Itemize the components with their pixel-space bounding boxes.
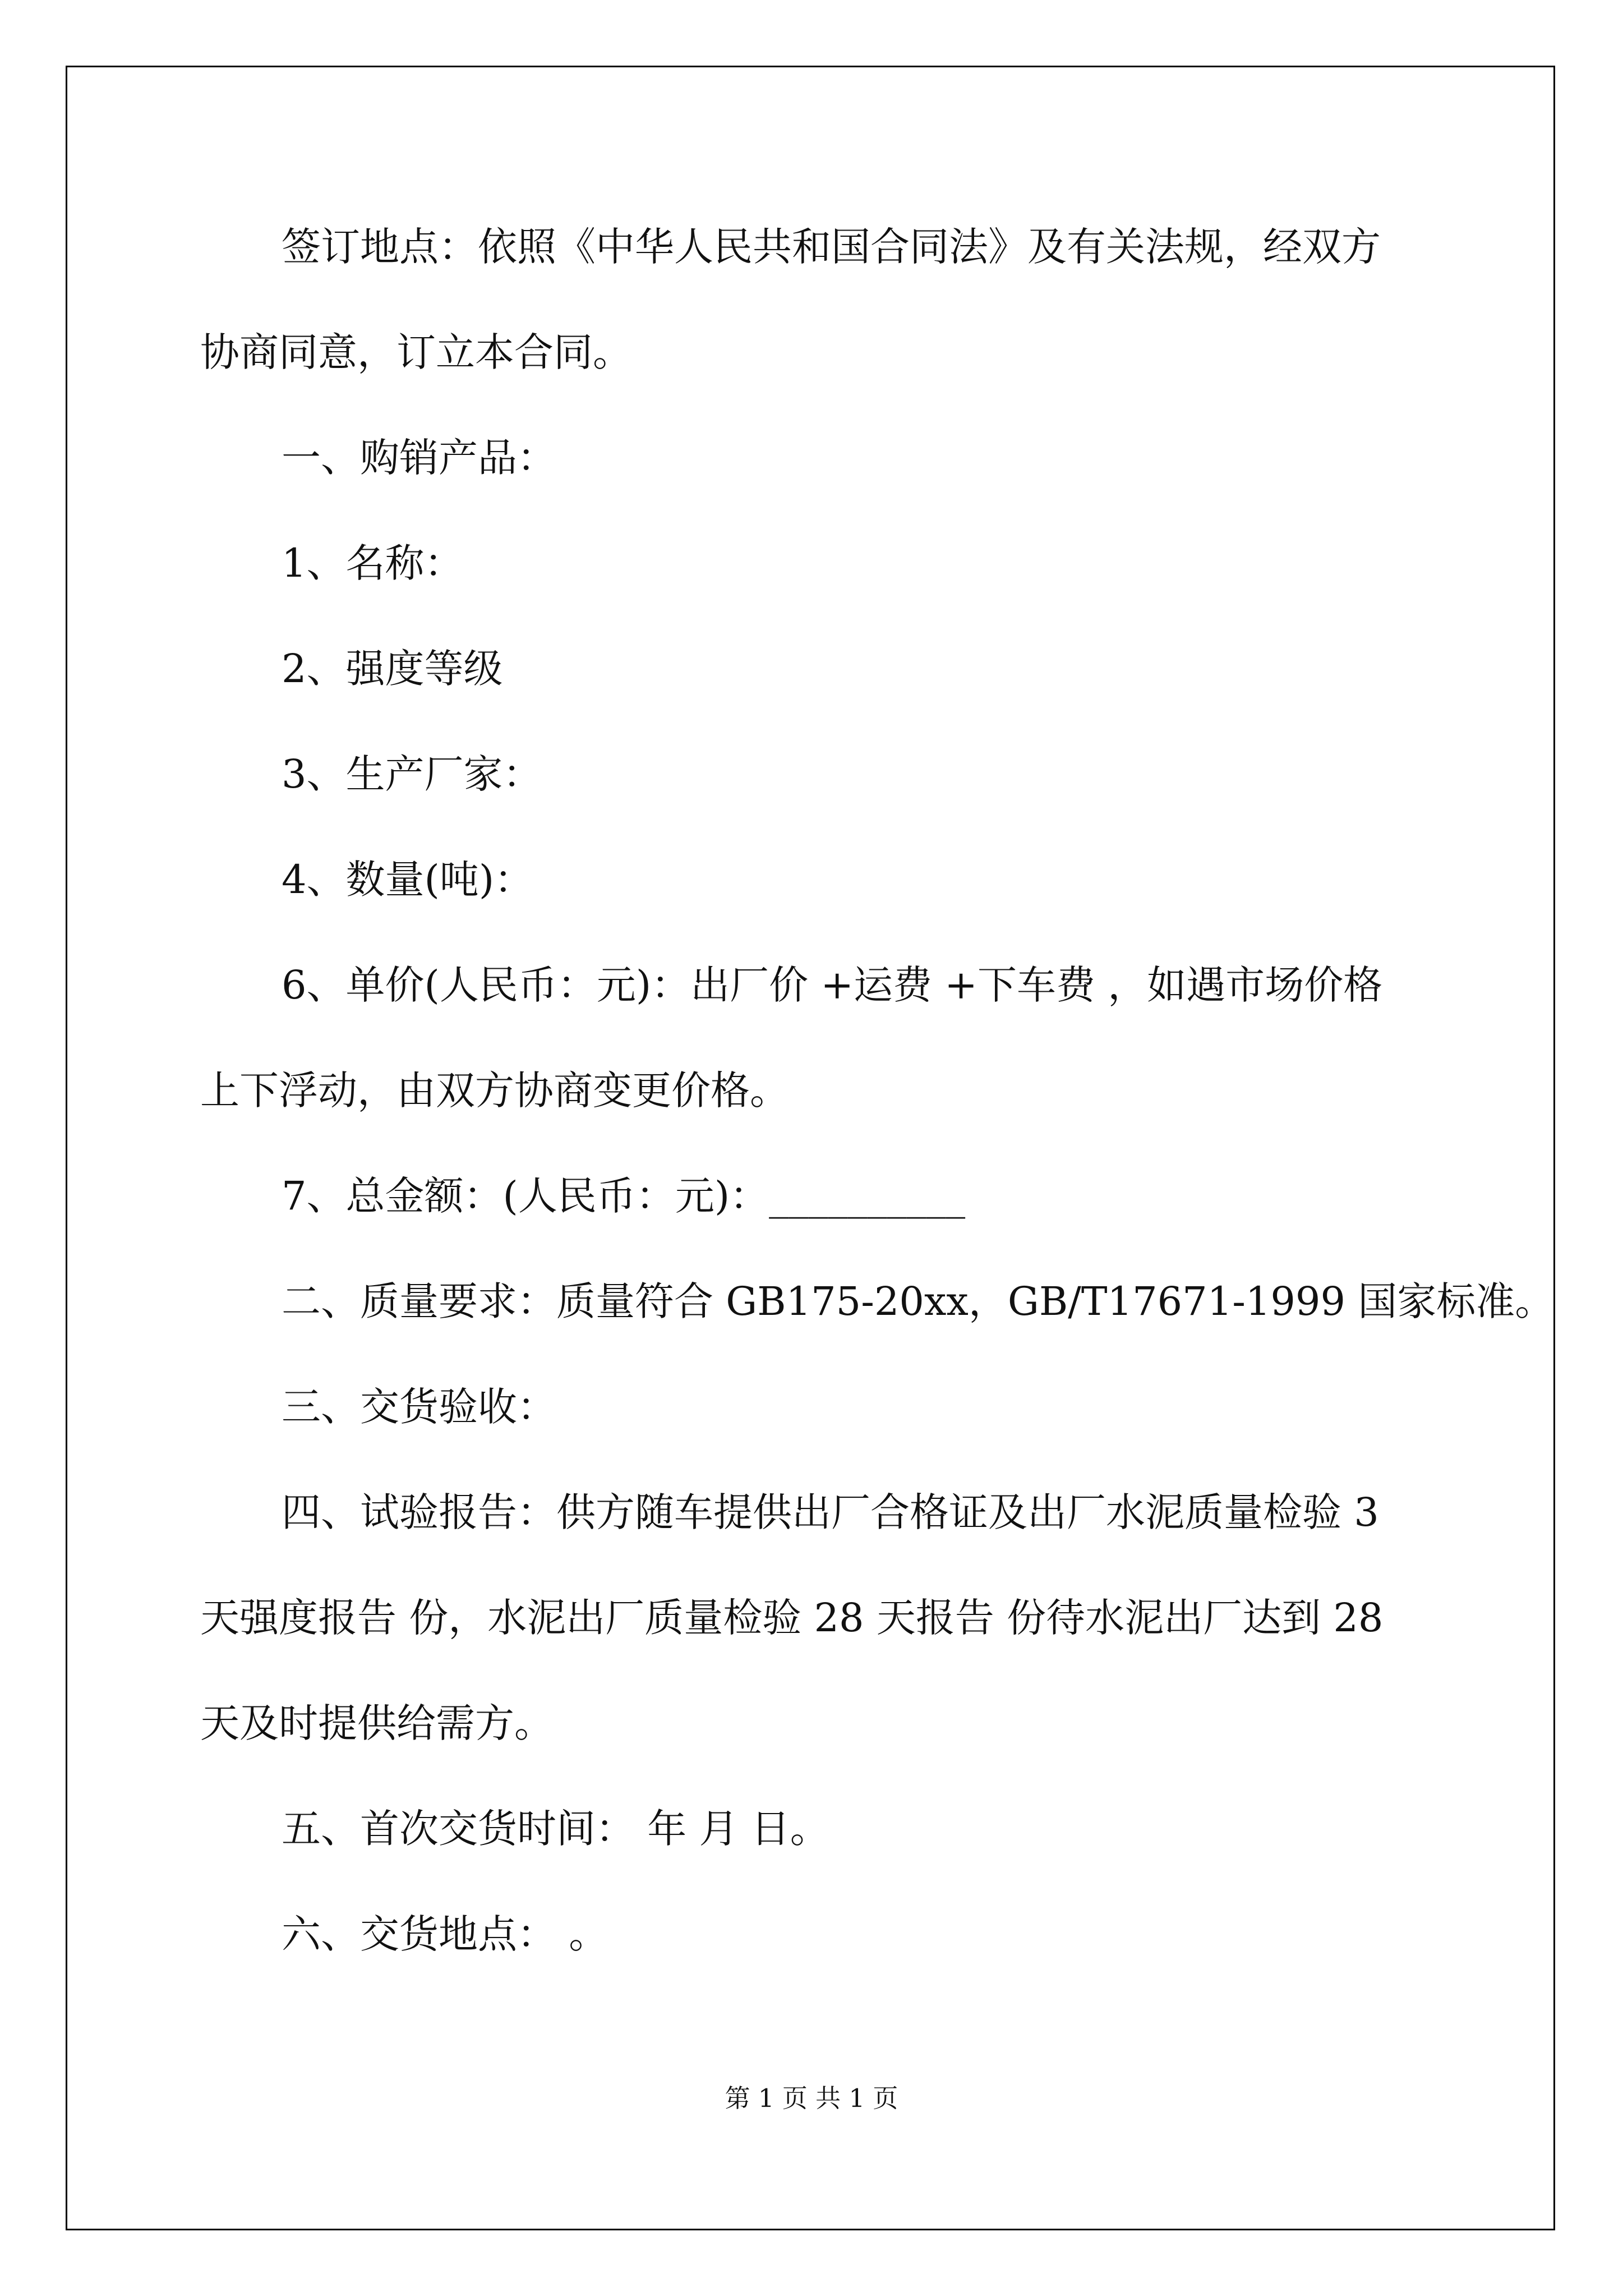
section-test-report-line1: 四、试验报告：供方随车提供出厂合格证及出厂水泥质量检验 3: [282, 1489, 1379, 1535]
item-manufacturer: 3、生产厂家：: [282, 751, 542, 797]
section-quality-requirements: 二、质量要求：质量符合 GB175-20xx，GB/T17671-1999 国家标准。: [282, 1278, 1555, 1324]
item-name: 1、名称：: [282, 540, 464, 586]
item-unit-price-line2: 上下浮动，由双方协商变更价格。: [200, 1068, 789, 1114]
item-strength-grade: 2、强度等级: [282, 646, 503, 692]
section-delivery-acceptance: 三、交货验收：: [282, 1384, 556, 1430]
paragraph-signing-location-line2: 协商同意，订立本合同。: [200, 329, 632, 375]
section-delivery-location: 六、交货地点： 。: [282, 1911, 608, 1957]
page-footer: 第 1 页 共 1 页: [725, 2083, 898, 2113]
section-first-delivery-time: 五、首次交货时间： 年 月 日。: [282, 1806, 829, 1852]
item-total-amount: 7、总金额：(人民币：元)：__________: [282, 1173, 966, 1219]
paragraph-signing-location-line1: 签订地点：依照《中华人民共和国合同法》及有关法规，经双方: [282, 224, 1381, 270]
item-quantity: 4、数量(吨)：: [282, 857, 534, 903]
section-test-report-line2: 天强度报告 份，水泥出厂质量检验 28 天报告 份待水泥出厂达到 28: [200, 1595, 1384, 1641]
section-test-report-line3: 天及时提供给需方。: [200, 1700, 554, 1746]
page-border: [66, 66, 1555, 2230]
item-unit-price-line1: 6、单价(人民币：元)：出厂价 +运费 +下车费 ，如遇市场价格: [282, 962, 1383, 1008]
section-heading-products: 一、购销产品：: [282, 435, 556, 481]
